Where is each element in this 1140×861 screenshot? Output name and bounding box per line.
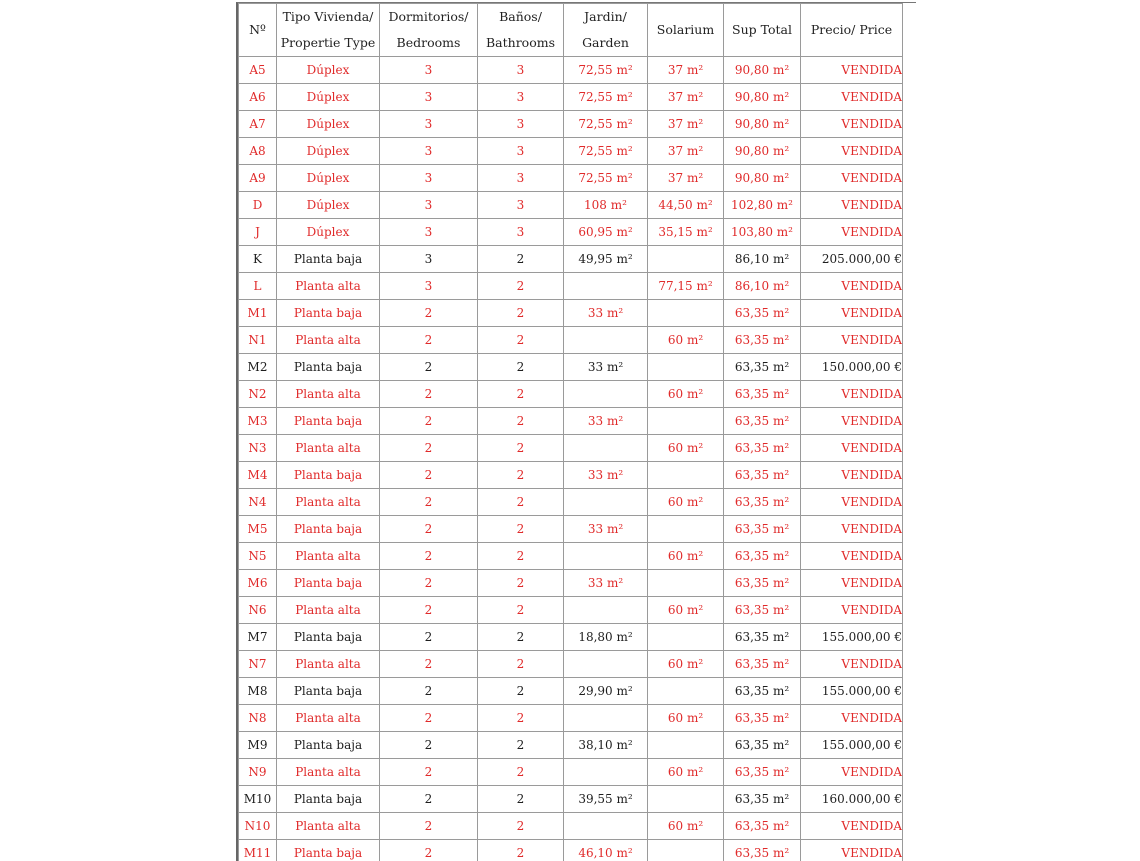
cell-type: Planta baja	[277, 570, 380, 597]
cell-type: Planta baja	[277, 300, 380, 327]
cell-number: A7	[239, 111, 277, 138]
cell-garden: 33 m²	[564, 300, 648, 327]
cell-bathrooms: 2	[478, 435, 564, 462]
table-row	[239, 246, 903, 273]
header-bedrooms-line: Bedrooms	[380, 30, 477, 56]
cell-solarium: 77,15 m²	[648, 273, 724, 300]
cell-total-area: 63,35 m²	[724, 462, 801, 489]
cell-number: D	[239, 192, 277, 219]
cell-solarium	[648, 516, 724, 543]
cell-bedrooms: 2	[380, 381, 478, 408]
cell-number: A8	[239, 138, 277, 165]
cell-garden: 33 m²	[564, 354, 648, 381]
cell-garden	[564, 435, 648, 462]
cell-solarium	[648, 786, 724, 813]
cell-total-area: 90,80 m²	[724, 165, 801, 192]
table-header-row	[239, 4, 903, 57]
cell-type: Planta alta	[277, 327, 380, 354]
cell-total-area: 63,35 m²	[724, 381, 801, 408]
cell-price: 150.000,00 €	[801, 354, 903, 381]
cell-garden: 72,55 m²	[564, 57, 648, 84]
cell-type: Dúplex	[277, 219, 380, 246]
table-row	[239, 381, 903, 408]
cell-garden: 38,10 m²	[564, 732, 648, 759]
cell-garden: 33 m²	[564, 570, 648, 597]
cell-type: Dúplex	[277, 165, 380, 192]
cell-garden	[564, 705, 648, 732]
cell-garden	[564, 543, 648, 570]
cell-bathrooms: 2	[478, 516, 564, 543]
cell-garden	[564, 651, 648, 678]
cell-bedrooms: 2	[380, 840, 478, 861]
cell-bedrooms: 2	[380, 678, 478, 705]
cell-bathrooms: 3	[478, 219, 564, 246]
cell-bathrooms: 2	[478, 813, 564, 840]
cell-type: Planta alta	[277, 543, 380, 570]
cell-bedrooms: 2	[380, 570, 478, 597]
cell-number: N1	[239, 327, 277, 354]
cell-number: M1	[239, 300, 277, 327]
table-row	[239, 543, 903, 570]
cell-solarium	[648, 300, 724, 327]
cell-bathrooms: 2	[478, 570, 564, 597]
cell-bathrooms: 2	[478, 408, 564, 435]
table-row	[239, 84, 903, 111]
cell-price: VENDIDA	[801, 300, 903, 327]
table-row	[239, 408, 903, 435]
cell-type: Planta baja	[277, 840, 380, 861]
cell-bedrooms: 2	[380, 543, 478, 570]
cell-bedrooms: 2	[380, 732, 478, 759]
cell-bedrooms: 3	[380, 57, 478, 84]
cell-type: Planta baja	[277, 516, 380, 543]
cell-price: VENDIDA	[801, 813, 903, 840]
table-row	[239, 813, 903, 840]
cell-bathrooms: 2	[478, 678, 564, 705]
cell-bathrooms: 2	[478, 354, 564, 381]
header-solarium	[648, 4, 724, 57]
cell-type: Planta alta	[277, 489, 380, 516]
cell-solarium	[648, 570, 724, 597]
table-row	[239, 786, 903, 813]
cell-type: Dúplex	[277, 111, 380, 138]
header-type-line: Tipo Vivienda/	[277, 4, 379, 30]
header-type-line: Propertie Type	[277, 30, 379, 56]
header-garden	[564, 4, 648, 57]
table-row	[239, 624, 903, 651]
table-row	[239, 57, 903, 84]
cell-number: M7	[239, 624, 277, 651]
cell-garden: 72,55 m²	[564, 111, 648, 138]
cell-price: VENDIDA	[801, 759, 903, 786]
table-row	[239, 273, 903, 300]
cell-total-area: 63,35 m²	[724, 489, 801, 516]
header-bathrooms-line: Baños/	[478, 4, 563, 30]
cell-type: Planta baja	[277, 786, 380, 813]
cell-price: VENDIDA	[801, 516, 903, 543]
cell-bathrooms: 2	[478, 840, 564, 861]
cell-type: Planta baja	[277, 354, 380, 381]
cell-type: Planta baja	[277, 732, 380, 759]
cell-bedrooms: 3	[380, 165, 478, 192]
cell-price: VENDIDA	[801, 570, 903, 597]
cell-number: A6	[239, 84, 277, 111]
cell-number: N2	[239, 381, 277, 408]
cell-bathrooms: 2	[478, 786, 564, 813]
cell-number: M4	[239, 462, 277, 489]
cell-bedrooms: 2	[380, 813, 478, 840]
table-row	[239, 462, 903, 489]
header-number-line: Nº	[239, 17, 276, 43]
cell-total-area: 63,35 m²	[724, 354, 801, 381]
property-table-container	[236, 2, 916, 861]
cell-garden	[564, 813, 648, 840]
cell-solarium: 60 m²	[648, 705, 724, 732]
header-total-area	[724, 4, 801, 57]
cell-type: Planta baja	[277, 462, 380, 489]
cell-bedrooms: 2	[380, 489, 478, 516]
cell-garden: 72,55 m²	[564, 84, 648, 111]
cell-garden: 60,95 m²	[564, 219, 648, 246]
table-row	[239, 651, 903, 678]
cell-price: 155.000,00 €	[801, 732, 903, 759]
cell-bathrooms: 2	[478, 732, 564, 759]
cell-bathrooms: 2	[478, 246, 564, 273]
cell-type: Planta alta	[277, 435, 380, 462]
cell-bedrooms: 2	[380, 705, 478, 732]
cell-price: VENDIDA	[801, 57, 903, 84]
cell-price: VENDIDA	[801, 381, 903, 408]
cell-solarium	[648, 354, 724, 381]
cell-garden: 46,10 m²	[564, 840, 648, 861]
table-row	[239, 678, 903, 705]
cell-number: K	[239, 246, 277, 273]
cell-total-area: 63,35 m²	[724, 813, 801, 840]
cell-type: Planta baja	[277, 408, 380, 435]
cell-solarium: 60 m²	[648, 327, 724, 354]
header-bedrooms	[380, 4, 478, 57]
cell-total-area: 63,35 m²	[724, 543, 801, 570]
cell-total-area: 63,35 m²	[724, 759, 801, 786]
table-row	[239, 111, 903, 138]
cell-total-area: 102,80 m²	[724, 192, 801, 219]
cell-bathrooms: 3	[478, 138, 564, 165]
cell-garden: 72,55 m²	[564, 138, 648, 165]
cell-type: Dúplex	[277, 192, 380, 219]
cell-solarium	[648, 462, 724, 489]
cell-number: N10	[239, 813, 277, 840]
cell-type: Dúplex	[277, 57, 380, 84]
cell-bedrooms: 3	[380, 138, 478, 165]
cell-bathrooms: 2	[478, 624, 564, 651]
cell-total-area: 90,80 m²	[724, 57, 801, 84]
cell-price: 155.000,00 €	[801, 624, 903, 651]
header-type	[277, 4, 380, 57]
cell-price: 160.000,00 €	[801, 786, 903, 813]
header-bedrooms-line: Dormitorios/	[380, 4, 477, 30]
cell-bathrooms: 3	[478, 84, 564, 111]
cell-price: VENDIDA	[801, 327, 903, 354]
cell-price: VENDIDA	[801, 489, 903, 516]
cell-solarium: 60 m²	[648, 435, 724, 462]
cell-garden: 39,55 m²	[564, 786, 648, 813]
cell-bedrooms: 3	[380, 219, 478, 246]
cell-bedrooms: 2	[380, 786, 478, 813]
cell-type: Planta alta	[277, 381, 380, 408]
cell-bedrooms: 2	[380, 354, 478, 381]
cell-total-area: 63,35 m²	[724, 570, 801, 597]
cell-number: M9	[239, 732, 277, 759]
cell-bathrooms: 2	[478, 651, 564, 678]
cell-garden: 108 m²	[564, 192, 648, 219]
cell-solarium: 37 m²	[648, 165, 724, 192]
cell-bathrooms: 2	[478, 705, 564, 732]
cell-bathrooms: 2	[478, 300, 564, 327]
cell-number: M3	[239, 408, 277, 435]
cell-bedrooms: 2	[380, 516, 478, 543]
cell-bedrooms: 3	[380, 192, 478, 219]
cell-number: M5	[239, 516, 277, 543]
cell-garden	[564, 489, 648, 516]
table-row	[239, 327, 903, 354]
header-price	[801, 4, 903, 57]
cell-type: Dúplex	[277, 138, 380, 165]
table-row	[239, 570, 903, 597]
cell-number: M8	[239, 678, 277, 705]
cell-price: VENDIDA	[801, 597, 903, 624]
table-row	[239, 354, 903, 381]
cell-number: N4	[239, 489, 277, 516]
cell-total-area: 63,35 m²	[724, 516, 801, 543]
cell-total-area: 90,80 m²	[724, 84, 801, 111]
cell-price: VENDIDA	[801, 462, 903, 489]
table-row	[239, 192, 903, 219]
cell-bathrooms: 3	[478, 57, 564, 84]
cell-price: VENDIDA	[801, 138, 903, 165]
cell-total-area: 63,35 m²	[724, 732, 801, 759]
cell-price: VENDIDA	[801, 705, 903, 732]
cell-total-area: 63,35 m²	[724, 300, 801, 327]
cell-bedrooms: 2	[380, 435, 478, 462]
cell-total-area: 63,35 m²	[724, 327, 801, 354]
cell-number: A5	[239, 57, 277, 84]
cell-garden: 18,80 m²	[564, 624, 648, 651]
cell-bedrooms: 2	[380, 327, 478, 354]
cell-price: VENDIDA	[801, 219, 903, 246]
cell-bathrooms: 2	[478, 327, 564, 354]
cell-price: 205.000,00 €	[801, 246, 903, 273]
cell-type: Planta alta	[277, 273, 380, 300]
table-row	[239, 300, 903, 327]
cell-solarium	[648, 246, 724, 273]
cell-price: VENDIDA	[801, 165, 903, 192]
cell-total-area: 90,80 m²	[724, 111, 801, 138]
cell-number: M10	[239, 786, 277, 813]
cell-solarium: 37 m²	[648, 57, 724, 84]
table-row	[239, 435, 903, 462]
cell-total-area: 63,35 m²	[724, 651, 801, 678]
table-row	[239, 165, 903, 192]
cell-solarium	[648, 624, 724, 651]
cell-number: N5	[239, 543, 277, 570]
cell-number: A9	[239, 165, 277, 192]
cell-bathrooms: 2	[478, 759, 564, 786]
cell-garden: 33 m²	[564, 408, 648, 435]
header-garden-line: Garden	[564, 30, 647, 56]
cell-type: Planta baja	[277, 624, 380, 651]
cell-type: Planta baja	[277, 678, 380, 705]
cell-price: VENDIDA	[801, 111, 903, 138]
cell-bedrooms: 2	[380, 651, 478, 678]
cell-garden	[564, 381, 648, 408]
cell-solarium: 60 m²	[648, 651, 724, 678]
cell-bathrooms: 3	[478, 111, 564, 138]
cell-total-area: 63,35 m²	[724, 678, 801, 705]
cell-garden	[564, 597, 648, 624]
cell-garden	[564, 273, 648, 300]
cell-price: VENDIDA	[801, 84, 903, 111]
cell-bathrooms: 3	[478, 165, 564, 192]
cell-total-area: 90,80 m²	[724, 138, 801, 165]
header-bathrooms	[478, 4, 564, 57]
cell-total-area: 103,80 m²	[724, 219, 801, 246]
cell-solarium: 35,15 m²	[648, 219, 724, 246]
cell-solarium: 60 m²	[648, 543, 724, 570]
cell-number: M6	[239, 570, 277, 597]
cell-number: N9	[239, 759, 277, 786]
cell-bathrooms: 2	[478, 381, 564, 408]
cell-bedrooms: 2	[380, 462, 478, 489]
header-price-line: Precio/ Price	[801, 17, 902, 43]
header-number	[239, 4, 277, 57]
cell-bathrooms: 2	[478, 543, 564, 570]
property-price-table	[238, 3, 903, 861]
cell-garden: 49,95 m²	[564, 246, 648, 273]
cell-bedrooms: 2	[380, 300, 478, 327]
cell-solarium: 44,50 m²	[648, 192, 724, 219]
cell-bedrooms: 2	[380, 597, 478, 624]
cell-bathrooms: 2	[478, 462, 564, 489]
table-row	[239, 597, 903, 624]
cell-solarium: 60 m²	[648, 489, 724, 516]
table-row	[239, 705, 903, 732]
cell-total-area: 63,35 m²	[724, 624, 801, 651]
cell-solarium: 60 m²	[648, 813, 724, 840]
cell-solarium	[648, 840, 724, 861]
cell-garden	[564, 759, 648, 786]
cell-price: VENDIDA	[801, 192, 903, 219]
cell-total-area: 86,10 m²	[724, 246, 801, 273]
header-total-area-line: Sup Total	[724, 17, 800, 43]
cell-bedrooms: 2	[380, 759, 478, 786]
cell-garden: 29,90 m²	[564, 678, 648, 705]
cell-solarium: 37 m²	[648, 138, 724, 165]
cell-type: Planta alta	[277, 759, 380, 786]
cell-price: VENDIDA	[801, 543, 903, 570]
header-garden-line: Jardin/	[564, 4, 647, 30]
cell-solarium: 60 m²	[648, 381, 724, 408]
cell-total-area: 63,35 m²	[724, 705, 801, 732]
cell-type: Planta alta	[277, 651, 380, 678]
table-row	[239, 759, 903, 786]
cell-number: M2	[239, 354, 277, 381]
cell-number: L	[239, 273, 277, 300]
cell-number: J	[239, 219, 277, 246]
cell-number: N6	[239, 597, 277, 624]
cell-garden: 72,55 m²	[564, 165, 648, 192]
cell-bedrooms: 2	[380, 624, 478, 651]
cell-bathrooms: 2	[478, 597, 564, 624]
cell-type: Planta alta	[277, 597, 380, 624]
cell-price: VENDIDA	[801, 273, 903, 300]
cell-price: 155.000,00 €	[801, 678, 903, 705]
cell-total-area: 63,35 m²	[724, 786, 801, 813]
cell-bedrooms: 3	[380, 84, 478, 111]
cell-total-area: 63,35 m²	[724, 597, 801, 624]
table-body	[239, 57, 903, 861]
cell-price: VENDIDA	[801, 651, 903, 678]
cell-bedrooms: 3	[380, 273, 478, 300]
cell-garden: 33 m²	[564, 516, 648, 543]
cell-solarium	[648, 408, 724, 435]
cell-bedrooms: 2	[380, 408, 478, 435]
cell-total-area: 63,35 m²	[724, 840, 801, 861]
cell-bedrooms: 3	[380, 111, 478, 138]
cell-type: Planta baja	[277, 246, 380, 273]
cell-type: Planta alta	[277, 705, 380, 732]
cell-price: VENDIDA	[801, 840, 903, 861]
cell-bathrooms: 3	[478, 192, 564, 219]
header-bathrooms-line: Bathrooms	[478, 30, 563, 56]
cell-total-area: 86,10 m²	[724, 273, 801, 300]
cell-garden: 33 m²	[564, 462, 648, 489]
table-row	[239, 732, 903, 759]
cell-solarium: 60 m²	[648, 759, 724, 786]
cell-solarium: 37 m²	[648, 111, 724, 138]
cell-bedrooms: 3	[380, 246, 478, 273]
cell-solarium: 37 m²	[648, 84, 724, 111]
table-row	[239, 138, 903, 165]
cell-number: N7	[239, 651, 277, 678]
table-row	[239, 840, 903, 861]
cell-total-area: 63,35 m²	[724, 408, 801, 435]
table-row	[239, 219, 903, 246]
cell-total-area: 63,35 m²	[724, 435, 801, 462]
cell-price: VENDIDA	[801, 408, 903, 435]
cell-garden	[564, 327, 648, 354]
header-solarium-line: Solarium	[648, 17, 723, 43]
cell-number: N8	[239, 705, 277, 732]
cell-price: VENDIDA	[801, 435, 903, 462]
cell-solarium	[648, 678, 724, 705]
cell-bathrooms: 2	[478, 489, 564, 516]
cell-type: Planta alta	[277, 813, 380, 840]
cell-solarium: 60 m²	[648, 597, 724, 624]
cell-number: M11	[239, 840, 277, 861]
cell-bathrooms: 2	[478, 273, 564, 300]
cell-type: Dúplex	[277, 84, 380, 111]
table-row	[239, 489, 903, 516]
table-row	[239, 516, 903, 543]
cell-number: N3	[239, 435, 277, 462]
cell-solarium	[648, 732, 724, 759]
